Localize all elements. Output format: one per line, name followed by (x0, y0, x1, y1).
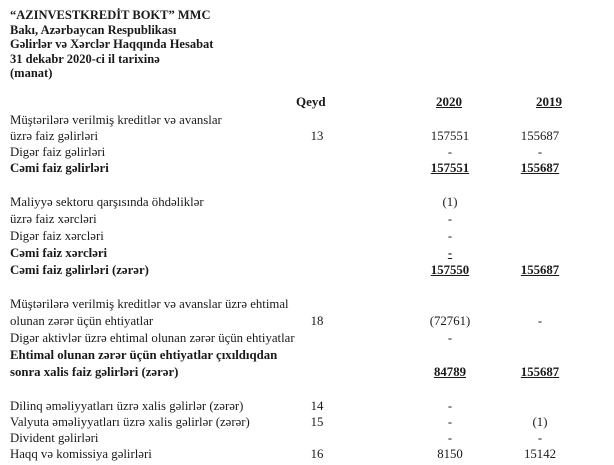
table-row-total (0, 245, 614, 261)
value-2019: - (537, 145, 543, 159)
table-row (0, 296, 614, 312)
value-2020: - (447, 145, 453, 159)
table-row (0, 211, 614, 227)
table-row (0, 330, 614, 346)
report-date: 31 dekabr 2020-ci il tarixinə (10, 51, 160, 66)
row-label: Divident gəlirləri (10, 431, 99, 445)
value-2020: - (447, 229, 453, 243)
table-row (0, 313, 614, 329)
row-label: Valyuta əməliyyatları üzrə xalis gəlirlər (zərər) (10, 415, 250, 429)
table-row (0, 430, 614, 446)
report-header (10, 8, 213, 81)
row-label: olunan zərər üçün ehtiyatlar (10, 314, 154, 328)
value-2019: - (537, 314, 543, 328)
value-2020: 157551 (430, 161, 470, 175)
company-name: “AZINVESTKREDİT BOKT” MMC (10, 8, 211, 22)
value-2020: - (447, 431, 453, 445)
table-row (0, 446, 614, 462)
table-row-total (0, 347, 614, 363)
value-2020: 157550 (430, 263, 470, 277)
value-2020: 84789 (434, 365, 466, 379)
row-label: üzrə faiz gəlirləri (10, 129, 99, 143)
value-2019: 155687 (520, 161, 560, 175)
value-2020: - (447, 212, 453, 226)
row-label: sonra xalis faiz gəlirləri (zərər) (10, 365, 179, 379)
value-2019: 15142 (524, 447, 556, 461)
row-label: Digər faiz xərcləri (10, 229, 104, 243)
value-2020: (1) (442, 195, 458, 209)
value-2020: - (447, 331, 453, 345)
currency-unit: (manat) (10, 66, 53, 80)
value-2020: - (447, 246, 453, 260)
row-label: Maliyyə sektoru qarşısında öhdəliklər (10, 195, 204, 209)
row-note: 13 (310, 129, 324, 143)
table-row-total (0, 160, 614, 176)
row-label: üzrə faiz xərcləri (10, 212, 97, 226)
value-2019: 155687 (520, 365, 560, 379)
table-row-total (0, 262, 614, 278)
row-label: Digər aktivlər üzrə ehtimal olunan zərər üçün ehtiyatlar (10, 331, 295, 345)
table-row (0, 144, 614, 160)
column-header-2020: 2020 (436, 94, 462, 109)
table-row (0, 228, 614, 244)
table-row (0, 194, 614, 210)
row-label: Digər faiz gəlirləri (10, 145, 106, 159)
row-label: Ehtimal olunan zərər üçün ehtiyatlar çıxıldıqdan (10, 348, 278, 362)
row-note: 14 (310, 399, 324, 413)
row-label: Haqq və komissiya gəlirləri (10, 447, 152, 461)
row-label: Cəmi faiz gəlirləri (zərər) (10, 263, 149, 277)
row-label: Cəmi faiz gəlirləri (10, 161, 109, 175)
value-2019: - (537, 431, 543, 445)
row-label: Cəmi faiz xərcləri (10, 246, 108, 260)
table-row (0, 414, 614, 430)
row-label: Müştərilərə verilmiş kreditlər və avanslar üzrə ehtimal (10, 297, 289, 311)
value-2020: 8150 (437, 447, 463, 461)
table-row (0, 398, 614, 414)
column-header-note: Qeyd (296, 94, 326, 109)
value-2020: (72761) (429, 314, 471, 328)
row-label: Müştərilərə verilmiş kreditlər və avanslar (10, 113, 222, 127)
value-2019: 155687 (520, 129, 560, 143)
value-2019: 155687 (520, 263, 560, 277)
value-2020: - (447, 415, 453, 429)
value-2020: - (447, 399, 453, 413)
value-2019: (1) (532, 415, 548, 429)
table-row (0, 128, 614, 144)
table-row-total (0, 364, 614, 380)
column-header-2019: 2019 (536, 94, 562, 109)
company-location: Bakı, Azərbaycan Respublikası (10, 22, 177, 37)
report-title: Gəlirlər və Xərclər Haqqında Hesabat (10, 37, 214, 51)
value-2020: 157551 (430, 129, 470, 143)
row-note: 15 (310, 415, 324, 429)
table-row (0, 112, 614, 128)
row-note: 18 (310, 314, 324, 328)
row-note: 16 (310, 447, 324, 461)
row-label: Dilinq əməliyyatları üzrə xalis gəlirlər (zərər) (10, 399, 244, 413)
